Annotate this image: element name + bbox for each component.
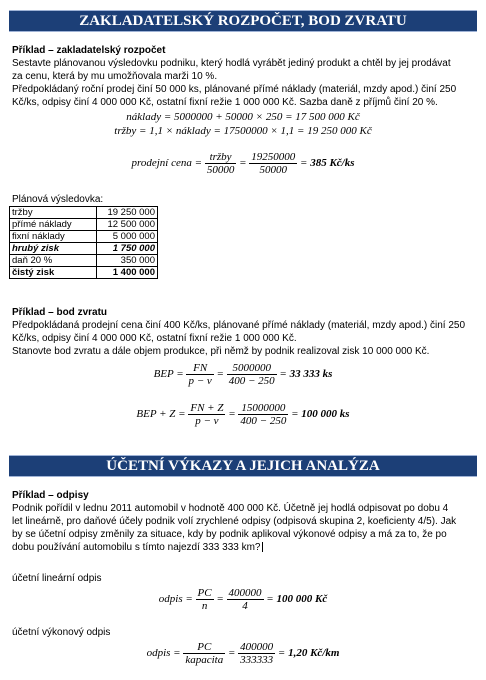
- table-cell-value: 5 000 000: [97, 231, 158, 243]
- paragraph-line: Sestavte plánovanou výsledovku podniku, který hodlá vyrábět jediný produkt a chtěl by jej prodávat: [12, 58, 451, 69]
- example-budget-text: [12, 44, 477, 109]
- fraction-numerator: FN: [186, 362, 213, 375]
- fraction-denominator: kapacita: [185, 654, 224, 666]
- fraction-denominator: p − v: [195, 415, 219, 427]
- income-statement-table: [9, 206, 158, 279]
- table-row: [10, 219, 158, 231]
- equation-lhs: BEP =: [153, 368, 184, 381]
- paragraph-line: Stanovte bod zvratu a dále objem produkce, při němž by podnik realizoval zisk 10 000 000 Kč.: [12, 346, 430, 357]
- table-row: [10, 255, 158, 267]
- equation-unit-price: prodejní cena = $\frac{\text{tržby}}{50000}$ = $\frac{19250000}{50000}$ = 385 Kč/ks: [131, 151, 355, 176]
- table-cell-value: 19 250 000: [97, 207, 158, 219]
- fraction-numerator: 19250000: [251, 151, 296, 163]
- equation-lhs: odpis =: [158, 593, 193, 606]
- paragraph-line: by se účetní odpisy změnily za situace, kdy by podnik aplikoval výkonové odpisy a má za to, že po: [12, 529, 447, 540]
- table-cell-value: 1 400 000: [97, 267, 158, 279]
- example-depreciation-text: [12, 489, 477, 554]
- fraction-numerator: 5000000: [227, 362, 277, 375]
- fraction-denominator: n: [201, 600, 208, 612]
- paragraph-line: Kč/ks, odpisy činí 4 000 000 Kč, ostatní fixní režie 1 000 000 Kč.: [12, 333, 297, 344]
- equation-lhs: BEP + Z =: [136, 408, 186, 421]
- example-heading: Příklad – odpisy: [12, 490, 89, 501]
- equation-lhs: odpis =: [146, 647, 181, 660]
- fraction-denominator: 50000: [259, 164, 287, 176]
- fraction: [186, 362, 213, 387]
- equation-result: 100 000 ks: [301, 408, 350, 421]
- fraction-numerator: 15000000: [238, 402, 288, 415]
- table-cell-label: fixní náklady: [10, 231, 97, 243]
- equation-revenue: tržby = 1,1 × náklady = 17500000 × 1,1 = 19 250 000 Kč: [114, 125, 372, 137]
- paragraph-text: dobu používání automobilu s tímto najezdí 333 333 km?: [12, 542, 261, 553]
- subheading-performance: účetní výkonový odpis: [12, 627, 111, 638]
- fraction: [249, 151, 297, 176]
- fraction: [196, 587, 214, 612]
- table-row: [10, 207, 158, 219]
- fraction-numerator: tržby: [205, 151, 237, 164]
- equation-performance-depreciation: odpis = $\frac{PC}{\text{kapacita}}$ = $\frac{400000}{333333}$ = 1,20 Kč/km: [146, 641, 340, 666]
- fraction: [205, 151, 237, 176]
- equation-linear-depreciation: odpis = $\frac{PC}{n}$ = $\frac{400000}{4}$ = 100 000 Kč: [158, 587, 328, 612]
- fraction: [183, 641, 225, 666]
- fraction: [188, 402, 225, 427]
- equation-bep-profit: BEP + Z = $\frac{FN + Z}{p - v}$ = $\frac{15000000}{400 - 250}$ = 100 000 ks: [136, 402, 350, 427]
- table-cell-label: daň 20 %: [10, 255, 97, 267]
- paragraph-line: Předpokládaný roční prodej činí 50 000 ks, plánované přímé náklady (materiál, mzdy apod.) činí 250: [12, 84, 457, 95]
- subheading-linear: účetní lineární odpis: [12, 573, 102, 584]
- paragraph-line: [12, 541, 477, 554]
- section-banner-budget: ZAKLADATELSKÝ ROZPOČET, BOD ZVRATU: [9, 10, 477, 32]
- fraction-numerator: 400000: [240, 641, 274, 653]
- fraction-numerator: PC: [197, 587, 212, 599]
- table-cell-label: přímé náklady: [10, 219, 97, 231]
- table-cell-value: 350 000: [97, 255, 158, 267]
- example-heading: Příklad – bod zvratu: [12, 307, 108, 318]
- fraction-denominator: 333333: [240, 654, 274, 666]
- table-cell-label: hrubý zisk: [10, 243, 97, 255]
- paragraph-line: Podnik pořídil v lednu 2011 automobil v hodnotě 400 000 Kč. Účetně jej hodlá odpisovat po dobu 4: [12, 503, 449, 514]
- example-breakeven-text: [12, 306, 477, 358]
- table-row: [10, 243, 158, 255]
- equation-costs: náklady = 5000000 + 50000 × 250 = 17 500 000 Kč: [126, 111, 360, 123]
- table-cell-label: tržby: [10, 207, 97, 219]
- paragraph-line: Kč/ks, odpisy činí 4 000 000 Kč, ostatní fixní režie 1 000 000 Kč. Sazba daně z příjmů činí 20 %.: [12, 97, 438, 108]
- fraction: [238, 641, 275, 666]
- equation-result: 33 333 ks: [289, 368, 333, 381]
- table-cell-value: 12 500 000: [97, 219, 158, 231]
- fraction-numerator: FN + Z: [190, 402, 224, 414]
- fraction: [238, 402, 288, 427]
- equation-result: 385 Kč/ks: [310, 157, 355, 170]
- fraction-numerator: 400000: [228, 587, 262, 599]
- table-title: Plánová výsledovka:: [12, 194, 104, 205]
- paragraph-line: za cenu, která by mu umožňovala marži 10 %.: [12, 71, 218, 82]
- table-row: [10, 267, 158, 279]
- equation-lhs: prodejní cena =: [131, 157, 203, 170]
- fraction-denominator: 4: [242, 600, 248, 612]
- table-row: [10, 231, 158, 243]
- fraction-denominator: p − v: [188, 375, 212, 387]
- table-cell-label: čistý zisk: [10, 267, 97, 279]
- fraction: [227, 587, 264, 612]
- fraction-denominator: 50000: [206, 164, 235, 176]
- fraction-numerator: PC: [183, 641, 225, 654]
- table-cell-value: 1 750 000: [97, 243, 158, 255]
- equation-result: 1,20 Kč/km: [288, 647, 340, 660]
- fraction: [227, 362, 277, 387]
- equation-bep: BEP = $\frac{FN}{p - v}$ = $\frac{5000000}{400 - 250}$ = 33 333 ks: [153, 362, 333, 387]
- example-heading: Příklad – zakladatelský rozpočet: [12, 45, 166, 56]
- fraction-denominator: 400 − 250: [240, 415, 287, 427]
- paragraph-line: Předpokládaná prodejní cena činí 400 Kč/ks, plánované přímé náklady (materiál, mzdy apod.) činí 250: [12, 320, 466, 331]
- fraction-denominator: 400 − 250: [228, 375, 275, 387]
- section-banner-statements: ÚČETNÍ VÝKAZY A JEJICH ANALÝZA: [9, 455, 477, 477]
- text-cursor: [262, 542, 263, 552]
- equation-result: 100 000 Kč: [276, 593, 328, 606]
- paragraph-line: let lineárně, pro daňové účely podnik volí zrychlené odpisy (odpisová skupina 2, koeficienty 4/5). Jak: [12, 516, 457, 527]
